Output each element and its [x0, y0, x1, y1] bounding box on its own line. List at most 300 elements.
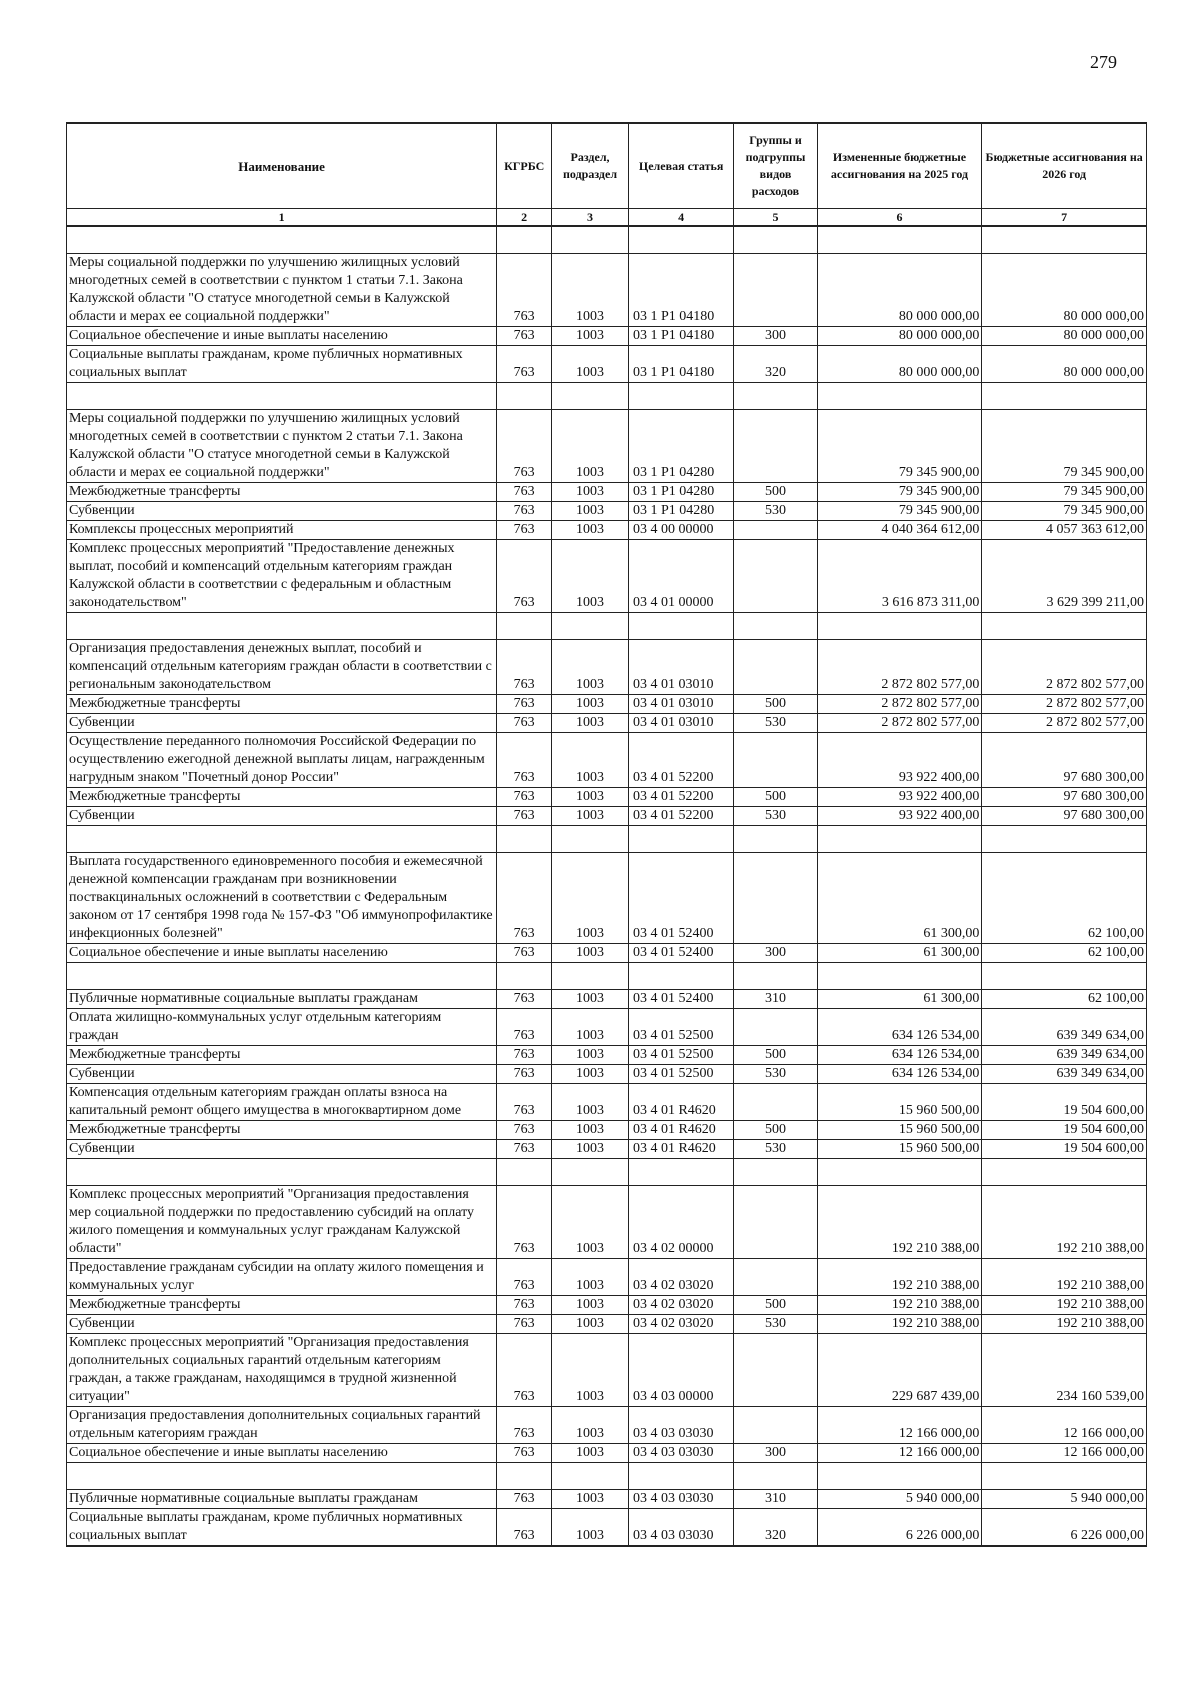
- row-section: 1003: [552, 1046, 629, 1065]
- row-group: [734, 733, 817, 788]
- row-amount-2026: 12 166 000,00: [982, 1407, 1147, 1444]
- row-amount-2026: 62 100,00: [982, 944, 1147, 963]
- row-amount-2025: 61 300,00: [817, 990, 982, 1009]
- row-name: Осуществление переданного полномочия Российской Федерации по осуществлению ежегодной денежной выплаты лицам, награжденным нагрудным знаком "Почетный донор России": [67, 733, 497, 788]
- row-group: [734, 1334, 817, 1407]
- table-row: [67, 1121, 1147, 1140]
- row-section: 1003: [552, 695, 629, 714]
- row-section: 1003: [552, 521, 629, 540]
- row-amount-2025: 61 300,00: [817, 853, 982, 944]
- row-kgrbs: 763: [497, 733, 552, 788]
- row-name: Предоставление гражданам субсидии на оплату жилого помещения и коммунальных услуг: [67, 1259, 497, 1296]
- row-section: 1003: [552, 1084, 629, 1121]
- row-name: Субвенции: [67, 714, 497, 733]
- spacer-cell: [734, 613, 817, 640]
- row-section: 1003: [552, 540, 629, 613]
- row-target: 03 4 01 03010: [628, 640, 733, 695]
- row-group: 530: [734, 1065, 817, 1084]
- row-name: Социальное обеспечение и иные выплаты населению: [67, 327, 497, 346]
- row-name: Субвенции: [67, 807, 497, 826]
- row-name: Межбюджетные трансферты: [67, 695, 497, 714]
- row-amount-2025: 79 345 900,00: [817, 483, 982, 502]
- table-row: [67, 1296, 1147, 1315]
- row-section: 1003: [552, 944, 629, 963]
- row-kgrbs: 763: [497, 410, 552, 483]
- row-target: 03 4 01 03010: [628, 695, 733, 714]
- row-amount-2025: 4 040 364 612,00: [817, 521, 982, 540]
- spacer-cell: [67, 1159, 497, 1186]
- row-section: 1003: [552, 1315, 629, 1334]
- row-amount-2026: 2 872 802 577,00: [982, 695, 1147, 714]
- table-row: [67, 1259, 1147, 1296]
- row-name: Межбюджетные трансферты: [67, 1296, 497, 1315]
- column-number: 2: [497, 209, 552, 227]
- row-name: Комплекс процессных мероприятий "Организация предоставления мер социальной поддержки по предоставлению субсидий на оплату жилого помещения и коммунальных услуг гражданам Калужской области": [67, 1186, 497, 1259]
- row-amount-2025: 5 940 000,00: [817, 1490, 982, 1509]
- row-amount-2026: 6 226 000,00: [982, 1509, 1147, 1547]
- row-name: Меры социальной поддержки по улучшению жилищных условий многодетных семей в соответствии с пунктом 2 статьи 7.1. Закона Калужской области "О статусе многодетной семьи в Калужской области и мерах ее социальной поддержки": [67, 410, 497, 483]
- row-target: 03 4 01 52400: [628, 944, 733, 963]
- row-section: 1003: [552, 1065, 629, 1084]
- row-amount-2025: 15 960 500,00: [817, 1140, 982, 1159]
- spacer-cell: [552, 1463, 629, 1490]
- row-section: 1003: [552, 1334, 629, 1407]
- header-section: Раздел, подраздел: [552, 123, 629, 209]
- row-section: 1003: [552, 483, 629, 502]
- row-amount-2025: 634 126 534,00: [817, 1046, 982, 1065]
- spacer-cell: [982, 1159, 1147, 1186]
- row-group: 310: [734, 990, 817, 1009]
- row-section: 1003: [552, 1121, 629, 1140]
- row-section: 1003: [552, 1259, 629, 1296]
- table-row: [67, 410, 1147, 483]
- row-amount-2026: 2 872 802 577,00: [982, 640, 1147, 695]
- header-2025: Измененные бюджетные ассигнования на 2025 год: [817, 123, 982, 209]
- column-number: 5: [734, 209, 817, 227]
- spacer-cell: [628, 226, 733, 254]
- row-amount-2025: 15 960 500,00: [817, 1121, 982, 1140]
- row-amount-2026: 639 349 634,00: [982, 1046, 1147, 1065]
- table-row: [67, 1186, 1147, 1259]
- row-kgrbs: 763: [497, 944, 552, 963]
- table-row: [67, 695, 1147, 714]
- spacer-row: [67, 826, 1147, 853]
- row-section: 1003: [552, 1296, 629, 1315]
- spacer-cell: [628, 1463, 733, 1490]
- row-target: 03 4 02 00000: [628, 1186, 733, 1259]
- row-group: 530: [734, 807, 817, 826]
- spacer-row: [67, 963, 1147, 990]
- row-section: 1003: [552, 1509, 629, 1547]
- row-section: 1003: [552, 1490, 629, 1509]
- row-kgrbs: 763: [497, 788, 552, 807]
- row-section: 1003: [552, 788, 629, 807]
- row-kgrbs: 763: [497, 1509, 552, 1547]
- row-name: Комплексы процессных мероприятий: [67, 521, 497, 540]
- row-amount-2026: 19 504 600,00: [982, 1140, 1147, 1159]
- row-kgrbs: 763: [497, 346, 552, 383]
- row-amount-2025: 12 166 000,00: [817, 1444, 982, 1463]
- row-target: 03 4 01 52200: [628, 788, 733, 807]
- row-section: 1003: [552, 1444, 629, 1463]
- row-name: Комплекс процессных мероприятий "Предоставление денежных выплат, пособий и компенсаций отдельным категориям граждан Калужской области в соответствии с федеральным и областным законодательством": [67, 540, 497, 613]
- row-group: 310: [734, 1490, 817, 1509]
- row-kgrbs: 763: [497, 254, 552, 327]
- row-section: 1003: [552, 807, 629, 826]
- table-row: [67, 788, 1147, 807]
- row-amount-2026: 97 680 300,00: [982, 788, 1147, 807]
- row-amount-2026: 79 345 900,00: [982, 410, 1147, 483]
- row-amount-2026: 19 504 600,00: [982, 1121, 1147, 1140]
- column-number: 7: [982, 209, 1147, 227]
- row-name: Организация предоставления денежных выплат, пособий и компенсаций отдельным категориям граждан области в соответствии с региональным законодательством: [67, 640, 497, 695]
- row-group: 530: [734, 1315, 817, 1334]
- table-row: [67, 1315, 1147, 1334]
- row-amount-2025: 229 687 439,00: [817, 1334, 982, 1407]
- row-group: [734, 1407, 817, 1444]
- row-amount-2026: 97 680 300,00: [982, 733, 1147, 788]
- row-amount-2025: 634 126 534,00: [817, 1009, 982, 1046]
- row-name: Социальные выплаты гражданам, кроме публичных нормативных социальных выплат: [67, 1509, 497, 1547]
- spacer-cell: [982, 826, 1147, 853]
- row-kgrbs: 763: [497, 1444, 552, 1463]
- row-amount-2026: 4 057 363 612,00: [982, 521, 1147, 540]
- row-target: 03 4 03 00000: [628, 1334, 733, 1407]
- row-amount-2025: 61 300,00: [817, 944, 982, 963]
- spacer-cell: [628, 613, 733, 640]
- row-name: Выплата государственного единовременного пособия и ежемесячной денежной компенсации гражданам при возникновении поствакцинальных осложнений в соответствии с Федеральным законом от 17 сентября 1998 года № 157-ФЗ "Об иммунопрофилактике инфекционных болезней": [67, 853, 497, 944]
- table-row: [67, 1046, 1147, 1065]
- row-group: 320: [734, 346, 817, 383]
- spacer-cell: [628, 826, 733, 853]
- budget-table: [66, 122, 1147, 1547]
- spacer-cell: [982, 383, 1147, 410]
- row-amount-2026: 192 210 388,00: [982, 1259, 1147, 1296]
- table-body: [67, 226, 1147, 1546]
- row-group: [734, 1259, 817, 1296]
- spacer-cell: [982, 1463, 1147, 1490]
- row-group: 300: [734, 944, 817, 963]
- row-group: [734, 853, 817, 944]
- row-target: 03 4 01 52400: [628, 990, 733, 1009]
- row-name: Публичные нормативные социальные выплаты гражданам: [67, 1490, 497, 1509]
- row-amount-2025: 192 210 388,00: [817, 1259, 982, 1296]
- row-target: 03 1 P1 04180: [628, 346, 733, 383]
- row-amount-2026: 79 345 900,00: [982, 483, 1147, 502]
- row-group: 500: [734, 788, 817, 807]
- row-group: [734, 1186, 817, 1259]
- spacer-cell: [552, 963, 629, 990]
- spacer-cell: [817, 613, 982, 640]
- table-row: [67, 327, 1147, 346]
- row-amount-2025: 2 872 802 577,00: [817, 640, 982, 695]
- row-section: 1003: [552, 410, 629, 483]
- row-target: 03 4 01 52200: [628, 733, 733, 788]
- row-amount-2025: 2 872 802 577,00: [817, 695, 982, 714]
- spacer-cell: [817, 1159, 982, 1186]
- row-amount-2025: 6 226 000,00: [817, 1509, 982, 1547]
- spacer-cell: [982, 613, 1147, 640]
- spacer-cell: [67, 226, 497, 254]
- table-row: [67, 1444, 1147, 1463]
- row-group: 500: [734, 1296, 817, 1315]
- spacer-cell: [817, 963, 982, 990]
- row-kgrbs: 763: [497, 327, 552, 346]
- spacer-cell: [67, 613, 497, 640]
- header-row: [67, 123, 1147, 209]
- row-kgrbs: 763: [497, 1315, 552, 1334]
- spacer-cell: [497, 383, 552, 410]
- row-amount-2025: 79 345 900,00: [817, 410, 982, 483]
- table-row: [67, 1509, 1147, 1547]
- row-kgrbs: 763: [497, 1084, 552, 1121]
- row-amount-2025: 15 960 500,00: [817, 1084, 982, 1121]
- spacer-cell: [552, 1159, 629, 1186]
- spacer-cell: [734, 826, 817, 853]
- spacer-cell: [67, 826, 497, 853]
- row-kgrbs: 763: [497, 483, 552, 502]
- row-target: 03 4 01 52500: [628, 1065, 733, 1084]
- table-row: [67, 1065, 1147, 1084]
- row-section: 1003: [552, 990, 629, 1009]
- spacer-cell: [497, 1159, 552, 1186]
- spacer-cell: [67, 1463, 497, 1490]
- row-amount-2026: 80 000 000,00: [982, 327, 1147, 346]
- row-amount-2025: 93 922 400,00: [817, 788, 982, 807]
- row-section: 1003: [552, 1009, 629, 1046]
- table-row: [67, 733, 1147, 788]
- table-row: [67, 1140, 1147, 1159]
- row-section: 1003: [552, 714, 629, 733]
- row-section: 1003: [552, 346, 629, 383]
- row-group: 530: [734, 714, 817, 733]
- row-group: 500: [734, 1046, 817, 1065]
- row-target: 03 4 02 03020: [628, 1296, 733, 1315]
- header-name: Наименование: [67, 123, 497, 209]
- table-row: [67, 714, 1147, 733]
- row-amount-2026: 97 680 300,00: [982, 807, 1147, 826]
- row-kgrbs: 763: [497, 1334, 552, 1407]
- column-number: 1: [67, 209, 497, 227]
- page-number: 279: [1090, 52, 1117, 72]
- row-target: 03 4 01 52500: [628, 1046, 733, 1065]
- spacer-cell: [67, 383, 497, 410]
- row-group: 320: [734, 1509, 817, 1547]
- row-target: 03 4 01 52500: [628, 1009, 733, 1046]
- row-kgrbs: 763: [497, 714, 552, 733]
- spacer-cell: [734, 1463, 817, 1490]
- row-target: 03 4 01 R4620: [628, 1084, 733, 1121]
- row-kgrbs: 763: [497, 990, 552, 1009]
- spacer-cell: [817, 826, 982, 853]
- row-amount-2025: 192 210 388,00: [817, 1315, 982, 1334]
- row-target: 03 4 03 03030: [628, 1509, 733, 1547]
- table-row: [67, 1084, 1147, 1121]
- row-name: Межбюджетные трансферты: [67, 1121, 497, 1140]
- row-kgrbs: 763: [497, 1407, 552, 1444]
- spacer-cell: [497, 826, 552, 853]
- row-group: [734, 1084, 817, 1121]
- row-amount-2025: 80 000 000,00: [817, 254, 982, 327]
- table-row: [67, 346, 1147, 383]
- table-row: [67, 483, 1147, 502]
- table-row: [67, 640, 1147, 695]
- row-amount-2026: 234 160 539,00: [982, 1334, 1147, 1407]
- spacer-cell: [67, 963, 497, 990]
- row-kgrbs: 763: [497, 695, 552, 714]
- row-target: 03 4 01 03010: [628, 714, 733, 733]
- spacer-cell: [628, 383, 733, 410]
- row-section: 1003: [552, 733, 629, 788]
- row-amount-2025: 79 345 900,00: [817, 502, 982, 521]
- spacer-cell: [817, 1463, 982, 1490]
- row-kgrbs: 763: [497, 521, 552, 540]
- row-kgrbs: 763: [497, 807, 552, 826]
- table-row: [67, 1407, 1147, 1444]
- row-target: 03 4 03 03030: [628, 1407, 733, 1444]
- row-amount-2026: 639 349 634,00: [982, 1065, 1147, 1084]
- row-target: 03 4 02 03020: [628, 1315, 733, 1334]
- spacer-cell: [552, 226, 629, 254]
- row-name: Межбюджетные трансферты: [67, 788, 497, 807]
- column-number: 6: [817, 209, 982, 227]
- row-group: 300: [734, 327, 817, 346]
- spacer-cell: [734, 963, 817, 990]
- table-row: [67, 853, 1147, 944]
- row-amount-2026: 2 872 802 577,00: [982, 714, 1147, 733]
- table-row: [67, 1009, 1147, 1046]
- row-target: 03 4 00 00000: [628, 521, 733, 540]
- row-amount-2025: 80 000 000,00: [817, 327, 982, 346]
- row-kgrbs: 763: [497, 1140, 552, 1159]
- row-group: [734, 540, 817, 613]
- row-amount-2026: 3 629 399 211,00: [982, 540, 1147, 613]
- spacer-cell: [552, 826, 629, 853]
- column-number: 4: [628, 209, 733, 227]
- row-amount-2026: 19 504 600,00: [982, 1084, 1147, 1121]
- row-name: Комплекс процессных мероприятий "Организация предоставления дополнительных социальных гарантий отдельным категориям граждан, а также гражданам, находящимся в трудной жизненной ситуации": [67, 1334, 497, 1407]
- row-group: [734, 254, 817, 327]
- row-target: 03 1 P1 04280: [628, 502, 733, 521]
- row-section: 1003: [552, 254, 629, 327]
- row-group: 300: [734, 1444, 817, 1463]
- row-amount-2026: 62 100,00: [982, 990, 1147, 1009]
- row-group: 500: [734, 1121, 817, 1140]
- row-amount-2026: 192 210 388,00: [982, 1315, 1147, 1334]
- row-kgrbs: 763: [497, 1121, 552, 1140]
- row-group: 530: [734, 1140, 817, 1159]
- row-amount-2025: 12 166 000,00: [817, 1407, 982, 1444]
- row-name: Меры социальной поддержки по улучшению жилищных условий многодетных семей в соответствии с пунктом 1 статьи 7.1. Закона Калужской области "О статусе многодетной семьи в Калужской области и мерах ее социальной поддержки": [67, 254, 497, 327]
- row-name: Субвенции: [67, 1315, 497, 1334]
- row-section: 1003: [552, 327, 629, 346]
- row-group: [734, 640, 817, 695]
- row-target: 03 4 01 R4620: [628, 1121, 733, 1140]
- row-kgrbs: 763: [497, 502, 552, 521]
- spacer-cell: [552, 613, 629, 640]
- row-amount-2025: 80 000 000,00: [817, 346, 982, 383]
- row-section: 1003: [552, 1407, 629, 1444]
- table-row: [67, 944, 1147, 963]
- row-name: Субвенции: [67, 502, 497, 521]
- row-amount-2026: 639 349 634,00: [982, 1009, 1147, 1046]
- row-kgrbs: 763: [497, 1065, 552, 1084]
- row-target: 03 1 P1 04280: [628, 483, 733, 502]
- row-name: Субвенции: [67, 1140, 497, 1159]
- row-target: 03 4 02 03020: [628, 1259, 733, 1296]
- row-target: 03 4 01 00000: [628, 540, 733, 613]
- spacer-row: [67, 613, 1147, 640]
- row-kgrbs: 763: [497, 1046, 552, 1065]
- row-target: 03 1 P1 04280: [628, 410, 733, 483]
- row-kgrbs: 763: [497, 1296, 552, 1315]
- row-amount-2025: 3 616 873 311,00: [817, 540, 982, 613]
- table-row: [67, 502, 1147, 521]
- row-section: 1003: [552, 640, 629, 695]
- table-row: [67, 990, 1147, 1009]
- row-name: Оплата жилищно-коммунальных услуг отдельным категориям граждан: [67, 1009, 497, 1046]
- row-kgrbs: 763: [497, 640, 552, 695]
- spacer-cell: [497, 963, 552, 990]
- row-name: Социальные выплаты гражданам, кроме публичных нормативных социальных выплат: [67, 346, 497, 383]
- row-name: Публичные нормативные социальные выплаты гражданам: [67, 990, 497, 1009]
- row-amount-2025: 93 922 400,00: [817, 733, 982, 788]
- spacer-cell: [497, 226, 552, 254]
- row-name: Социальное обеспечение и иные выплаты населению: [67, 944, 497, 963]
- row-group: 500: [734, 695, 817, 714]
- row-amount-2026: 80 000 000,00: [982, 254, 1147, 327]
- row-section: 1003: [552, 502, 629, 521]
- row-amount-2026: 5 940 000,00: [982, 1490, 1147, 1509]
- row-name: Организация предоставления дополнительных социальных гарантий отдельным категориям граждан: [67, 1407, 497, 1444]
- row-name: Межбюджетные трансферты: [67, 1046, 497, 1065]
- column-number-row: [67, 209, 1147, 227]
- row-section: 1003: [552, 1140, 629, 1159]
- header-kgrbs: КГРБС: [497, 123, 552, 209]
- row-name: Компенсация отдельным категориям граждан оплаты взноса на капитальный ремонт общего имущества в многоквартирном доме: [67, 1084, 497, 1121]
- row-amount-2026: 62 100,00: [982, 853, 1147, 944]
- spacer-cell: [817, 226, 982, 254]
- spacer-cell: [552, 383, 629, 410]
- row-amount-2026: 79 345 900,00: [982, 502, 1147, 521]
- spacer-row: [67, 383, 1147, 410]
- row-section: 1003: [552, 1186, 629, 1259]
- row-target: 03 4 03 03030: [628, 1490, 733, 1509]
- header-group: Группы и подгруппы видов расходов: [734, 123, 817, 209]
- table-row: [67, 1490, 1147, 1509]
- table-row: [67, 254, 1147, 327]
- spacer-row: [67, 1463, 1147, 1490]
- row-amount-2025: 93 922 400,00: [817, 807, 982, 826]
- row-group: 500: [734, 483, 817, 502]
- spacer-cell: [628, 1159, 733, 1186]
- spacer-cell: [497, 1463, 552, 1490]
- row-target: 03 4 03 03030: [628, 1444, 733, 1463]
- row-target: 03 1 P1 04180: [628, 254, 733, 327]
- row-target: 03 4 01 R4620: [628, 1140, 733, 1159]
- row-amount-2025: 2 872 802 577,00: [817, 714, 982, 733]
- row-amount-2026: 192 210 388,00: [982, 1296, 1147, 1315]
- row-target: 03 1 P1 04180: [628, 327, 733, 346]
- row-amount-2026: 80 000 000,00: [982, 346, 1147, 383]
- header-target: Целевая статья: [628, 123, 733, 209]
- spacer-cell: [734, 1159, 817, 1186]
- spacer-cell: [817, 383, 982, 410]
- row-group: 530: [734, 502, 817, 521]
- row-section: 1003: [552, 853, 629, 944]
- row-amount-2026: 12 166 000,00: [982, 1444, 1147, 1463]
- spacer-cell: [497, 613, 552, 640]
